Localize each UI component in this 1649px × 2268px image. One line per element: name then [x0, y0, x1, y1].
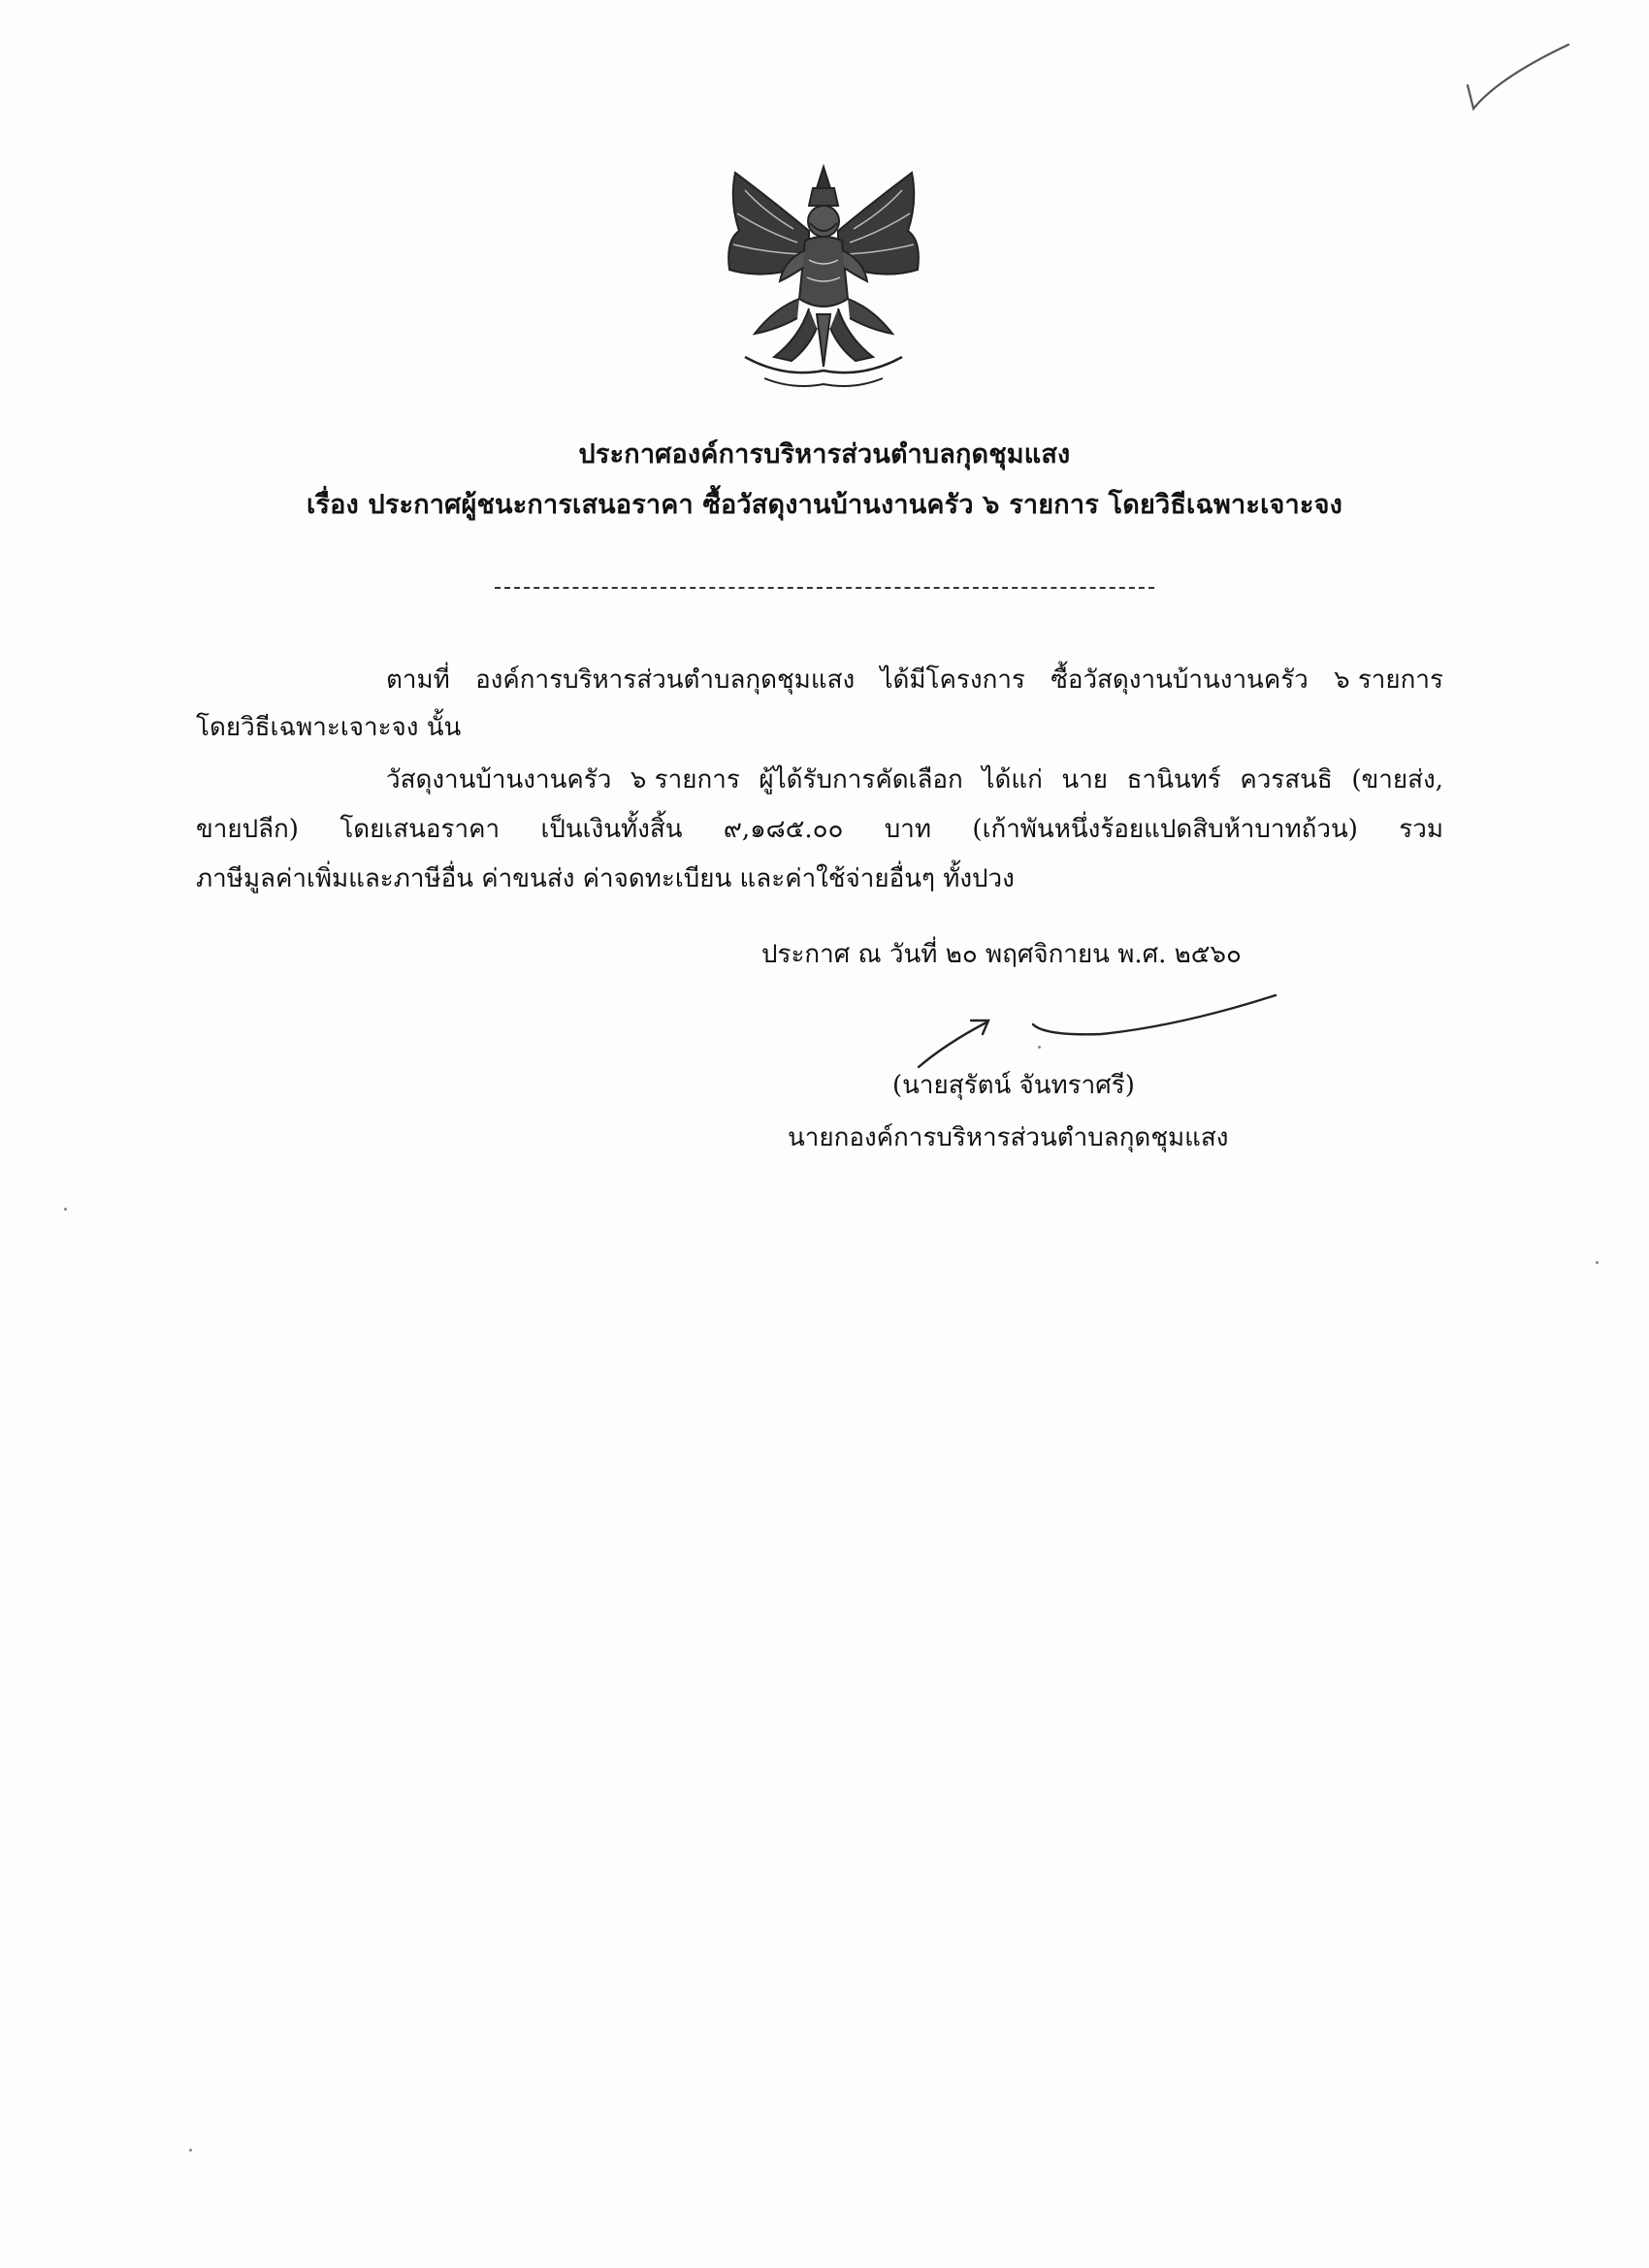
- paragraph-2-line-3: ภาษีมูลค่าเพิ่มและภาษีอื่น ค่าขนส่ง ค่าจดทะเบียน และค่าใช้จ่ายอื่นๆ ทั้งปวง: [196, 864, 1015, 893]
- p2-word: ๖ รายการ: [630, 765, 740, 794]
- p2-word: รวม: [1399, 815, 1443, 844]
- p2-word: บาท: [884, 815, 932, 844]
- p2-word: ขายปลีก): [196, 815, 299, 844]
- subject-heading: เรื่อง ประกาศผู้ชนะการเสนอราคา ซื้อวัสดุงานบ้านงานครัว ๖ รายการ โดยวิธีเฉพาะเจาะจง: [306, 490, 1343, 520]
- p2-word: ควรสนธิ: [1240, 765, 1333, 794]
- paragraph-1-line-2: โดยวิธีเฉพาะเจาะจง นั้น: [196, 713, 462, 742]
- announcement-date: ประกาศ ณ วันที่ ๒๐ พฤศจิกายน พ.ศ. ๒๕๖๐: [761, 940, 1242, 969]
- p1-word: ซื้อวัสดุงานบ้านงานครัว: [1051, 665, 1309, 695]
- check-mark: [1460, 39, 1576, 126]
- bid-amount: ๙,๑๘๕.๐๐: [723, 815, 844, 844]
- org-heading: ประกาศองค์การบริหารส่วนตำบลกุดชุมแสง: [578, 439, 1071, 470]
- paragraph-2-line-2: [196, 804, 1443, 855]
- p1-word: ตามที่: [386, 665, 450, 695]
- paragraph-1-line-1: [386, 655, 1443, 705]
- p2-word: วัสดุงานบ้านงานครัว: [386, 765, 612, 794]
- garuda-emblem: [716, 163, 931, 394]
- scan-speck: [1038, 1046, 1041, 1049]
- scan-speck: [1596, 1261, 1599, 1264]
- amount-in-words: (เก้าพันหนึ่งร้อยแปดสิบห้าบาทถ้วน): [972, 815, 1358, 844]
- handwritten-signature: [907, 980, 1290, 1072]
- p2-word: ธานินทร์: [1126, 765, 1221, 794]
- p2-word: ผู้ได้รับการคัดเลือก: [759, 765, 963, 794]
- dashed-divider: [495, 587, 1154, 589]
- signatory-name: (นายสุรัตน์ จันทราศรี): [892, 1071, 1135, 1100]
- p1-word: องค์การบริหารส่วนตำบลกุดชุมแสง: [475, 665, 856, 695]
- p2-word: เป็นเงินทั้งสิ้น: [540, 815, 683, 844]
- signatory-title: นายกองค์การบริหารส่วนตำบลกุดชุมแสง: [788, 1123, 1229, 1152]
- p2-word: นาย: [1061, 765, 1109, 794]
- p2-word: (ขายส่ง,: [1351, 765, 1443, 794]
- p1-word: ๖ รายการ: [1334, 665, 1443, 695]
- p2-word: ได้แก่: [982, 765, 1043, 794]
- p2-word: โดยเสนอราคา: [340, 815, 501, 844]
- scan-speck: [64, 1208, 67, 1211]
- p1-word: ได้มีโครงการ: [880, 665, 1025, 695]
- paragraph-2-line-1: [386, 755, 1443, 805]
- scan-speck: [189, 2149, 192, 2152]
